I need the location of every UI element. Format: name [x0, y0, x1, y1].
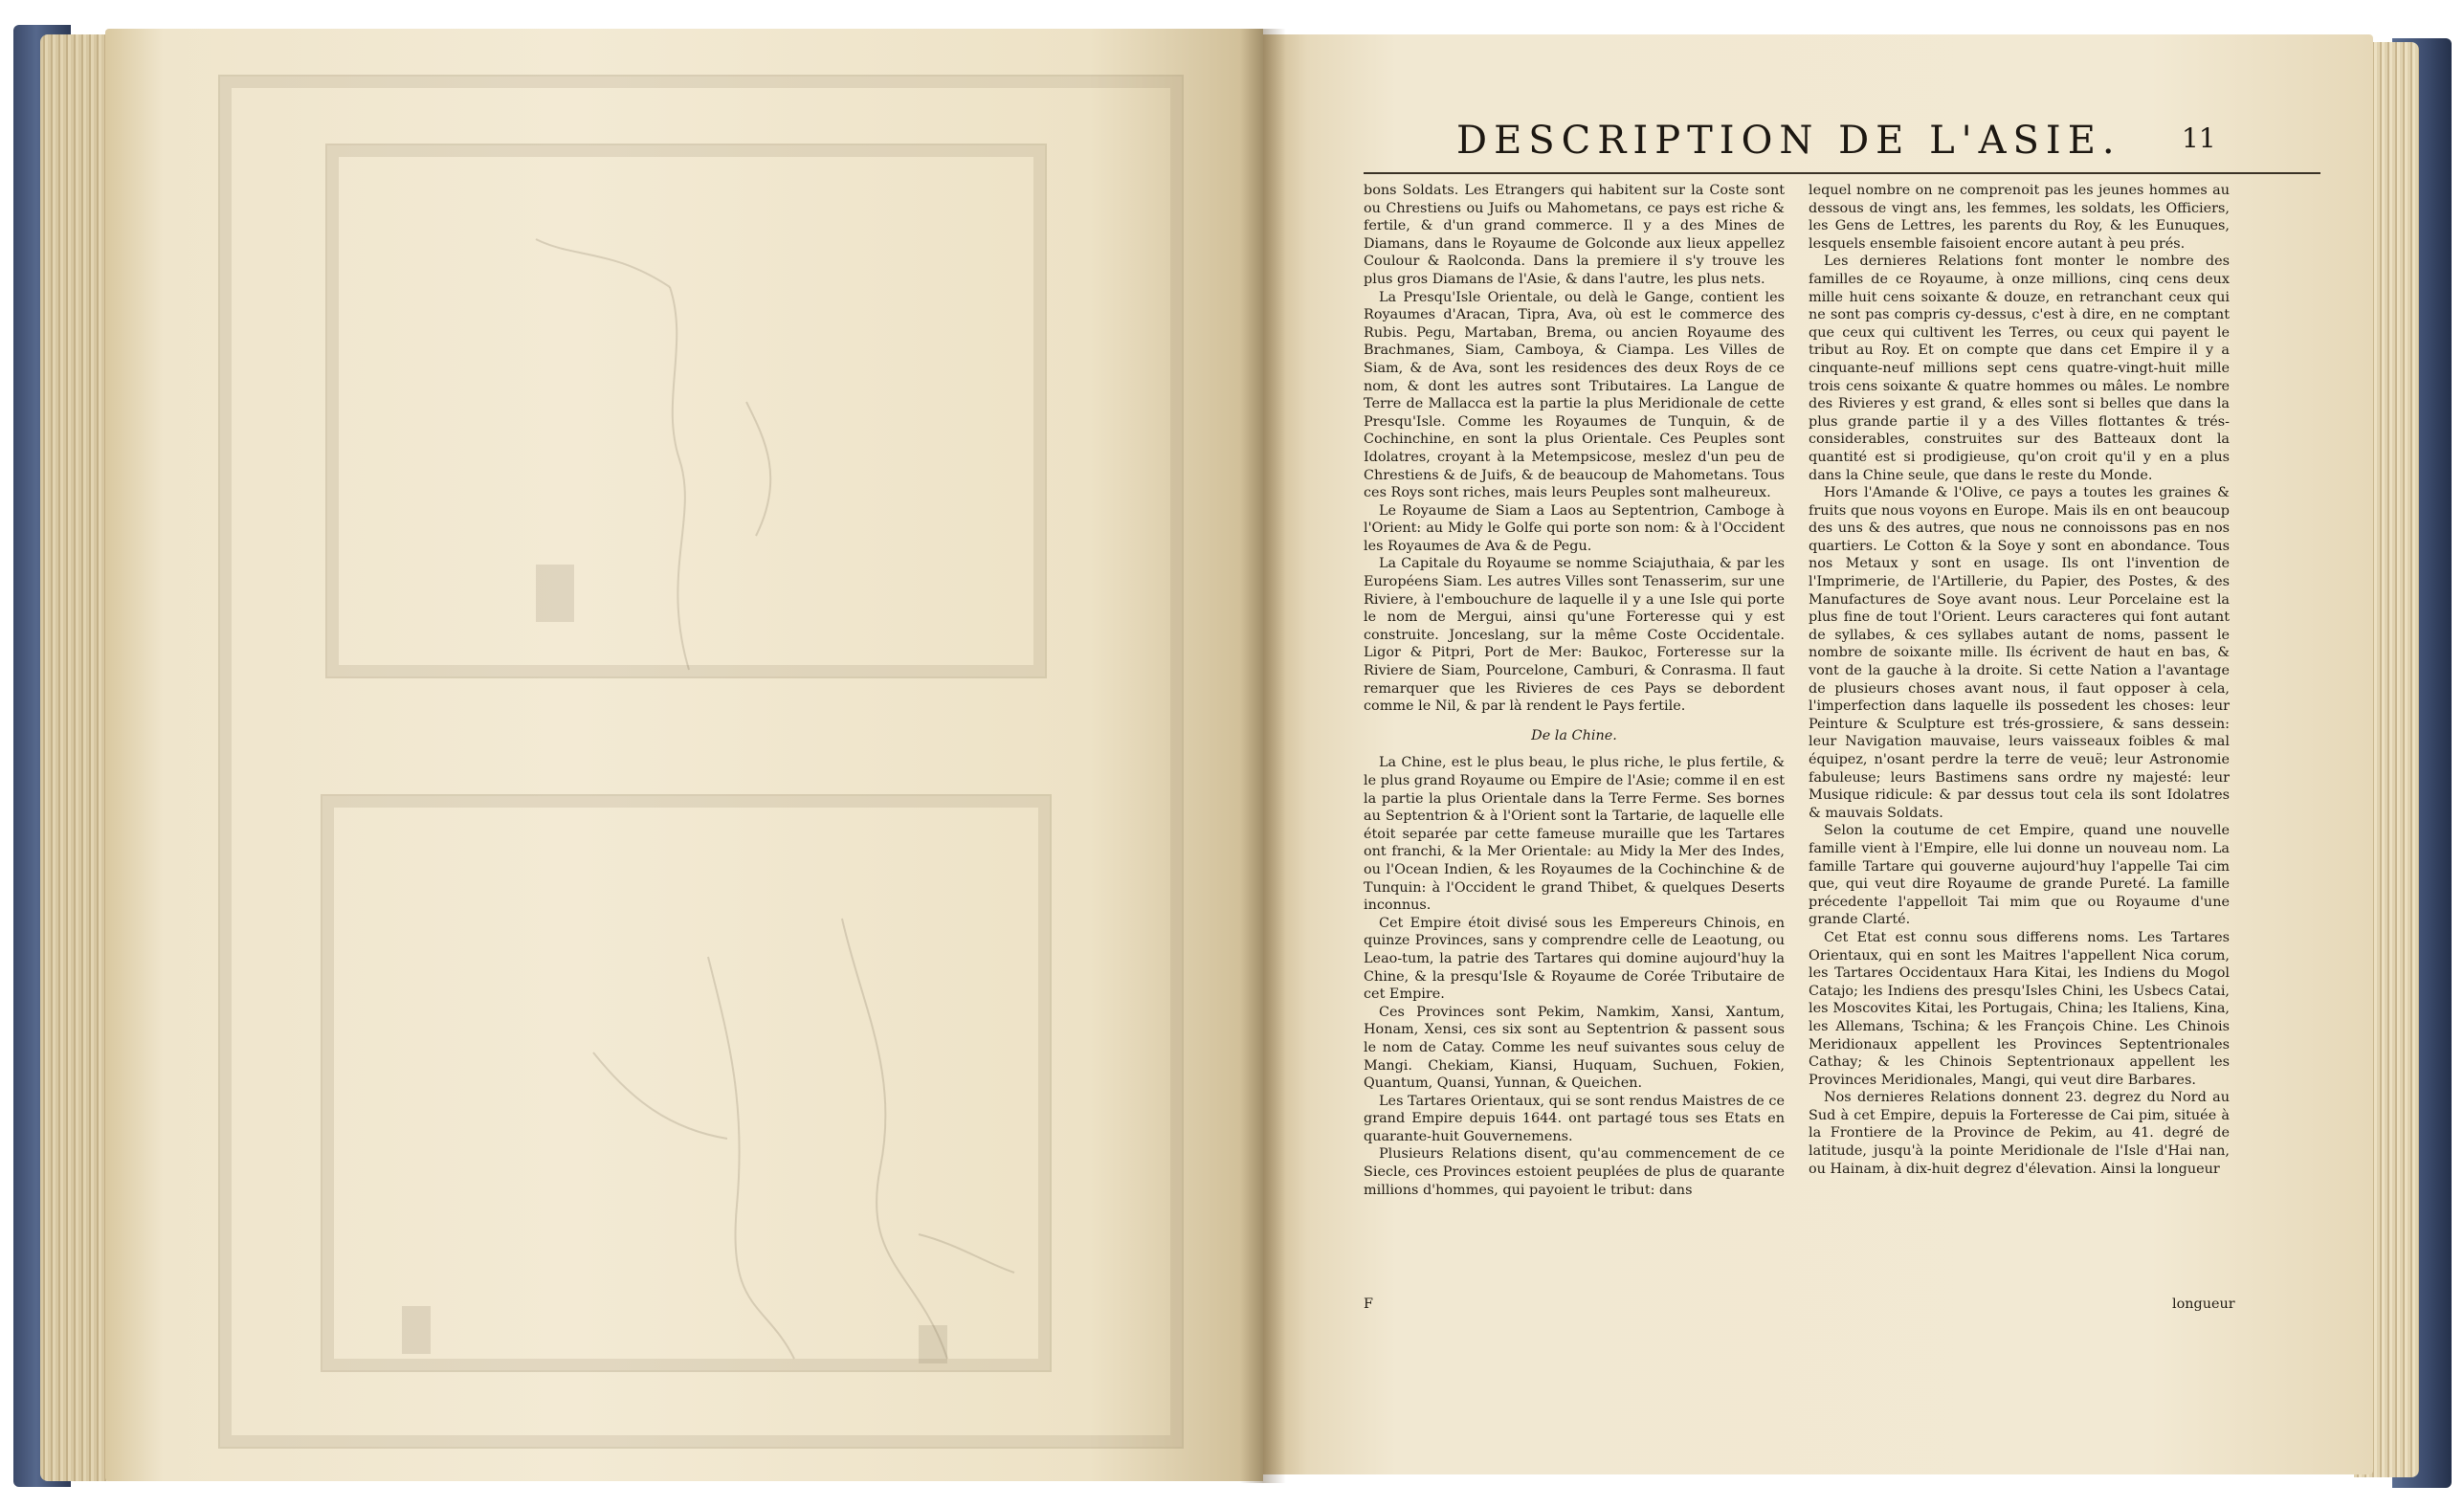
text-column-right — [1809, 182, 2230, 1178]
paragraph: La Chine, est le plus beau, le plus riche, le plus fertile, & le plus grand Royaume ou Empire de l'Asie; comme il en est la partie la plus Orientale dans la Terre Ferme. Ses bornes au Septentrion & à l'Orient sont la Tartarie, de laquelle elle étoit separée par cette fameuse muraille que les Tartares ont franchi, & la Mer Orientale: au Midy la Mer des Indes, ou l'Ocean Indien, & les Royaumes de la Cochinchine & de Tunquin: à l'Occident le grand Thibet, & quelques Deserts inconnus. — [1364, 755, 1785, 914]
paragraph: lequel nombre on ne comprenoit pas les jeunes hommes au dessous de vingt ans, les femmes, les soldats, les Officiers, les Gens de Lettres, les parents du Roy, & les Eunuques, lesquels ensemble faisoient encore autant à peu prés. — [1809, 183, 2230, 252]
page-number: 11 — [2182, 122, 2216, 154]
signature-mark: F — [1364, 1296, 1373, 1312]
paragraph: Cet Empire étoit divisé sous les Empereurs Chinois, en quinze Provinces, sans y comprendre celle de Leaotung, ou Leao-tum, la patrie des Tartares qui domine aujourd'huy la Chine, & la presqu'Isle & Royaume de Corée Tributaire de cet Empire. — [1364, 915, 1785, 1003]
paragraph: Les dernieres Relations font monter le nombre des familles de ce Royaume, à onze millions, cinq cens deux mille huit cens soixante & douze, en retranchant ceux qui ne sont pas compris cy-dessus, c'est à dire, en ne comptant que ceux qui cultivent les Terres, ou ceux qui payent le tribut au Roy. Et on compte que dans cet Empire il y a cinquante-neuf millions sept cens quatre-vingt-huit mille trois cens soixante & quatre hommes ou mâles. Le nombre des Rivieres y est grand, & elles sont si belles que dans la plus grande partie il y a des Villes flottantes & trés-considerables, construites sur des Batteaux dont la quantité est si prodigieuse, qu'on croit qu'il y en a plus dans la Chine seule, que dans le reste du Monde. — [1809, 254, 2230, 483]
book-gutter — [1240, 29, 1286, 1483]
running-head — [1368, 119, 2325, 176]
text-column-left — [1364, 182, 1785, 1199]
paragraph: La Capitale du Royaume se nomme Sciajuthaia, & par les Européens Siam. Les autres Villes sont Tenasserim, sur une Riviere, à l'embouchure de laquelle il y a une Isle qui porte le nom de Mergui, ainsi qu'une Forteresse qui y est construite. Jonceslang, sur la même Coste Occidentale. Ligor & Pitpri, Port de Mer: Baukoc, Forteresse sur la Riviere de Siam, Pourcelone, Camburi, & Conrasma. Il faut remarquer que les Rivieres de ces Pays se debordent comme le Nil, & par là rendent le Pays fertile. — [1364, 556, 1785, 715]
paragraph: Selon la coutume de cet Empire, quand une nouvelle famille vient à l'Empire, elle lui donne un nouveau nom. La famille Tartare qui gouverne aujourd'huy l'appelle Tai cim que, qui veut dire Royaume de grande Pureté. La famille précedente l'appelloit Tai mim que ou Royaume d'une grande Clarté. — [1809, 823, 2230, 928]
paragraph: Les Tartares Orientaux, qui se sont rendus Maistres de ce grand Empire depuis 1644. ont partagé tous ses Etats en quarante-huit Gouvernemens. — [1364, 1093, 1785, 1144]
paragraph: Ces Provinces sont Pekim, Namkim, Xansi, Xantum, Honam, Xensi, ces six sont au Septentrion & passent sous le nom de Catay. Comme les neuf suivantes sous celuy de Mangi. Chekiam, Kiansi, Huquam, Suchuen, Fokien, Quantum, Quansi, Yunnan, & Queichen. — [1364, 1004, 1785, 1092]
header-rule — [1364, 172, 2320, 174]
page-title: DESCRIPTION DE L'ASIE. — [1456, 119, 2121, 163]
paragraph: Nos dernieres Relations donnent 23. degrez du Nord au Sud à cet Empire, depuis la Forteresse de Cai pim, située à la Frontiere de la Province de Pekim, au 41. degré de latitude, jusqu'à la pointe Meridionale de l'Isle d'Hai nan, ou Hainam, à dix-huit degrez d'élevation. Ainsi la longueur — [1809, 1090, 2230, 1177]
paragraph: La Presqu'Isle Orientale, ou delà le Gange, contient les Royaumes d'Aracan, Tipra, Ava, où est le commerce des Rubis. Pegu, Martaban, Brema, ou ancien Royaume des Brachmanes, Siam, Camboya, & Ciampa. Les Villes de Siam, & de Ava, sont les residences des deux Roys de ce nom, & dont les autres sont Tributaires. La Langue de Terre de Mallacca est la partie la plus Meridionale de cette Presqu'Isle. Comme les Royaumes de Tunquin, & de Cochinchine, en sont la plus Orientale. Ces Peuples sont Idolatres, croyant à la Metempsicose, meslez d'un peu de Chrestiens & de Juifs, & de beaucoup de Mahometans. Tous ces Roys sont riches, mais leurs Peuples sont malheureux. — [1364, 289, 1785, 501]
paragraph: bons Soldats. Les Etrangers qui habitent sur la Coste sont ou Chrestiens ou Juifs ou Mahometans, ce pays est riche & fertile, & d'un grand commerce. Il y a des Mines de Diamans, dans le Royaume de Golconde aux lieux appellez Coulour & Raolconda. Dans la premiere il s'y trouve les plus gros Diamans de l'Asie, & dans l'autre, les plus nets. — [1364, 183, 1785, 287]
section-heading: De la Chine. — [1531, 727, 1617, 743]
paragraph: Plusieurs Relations disent, qu'au commencement de ce Siecle, ces Provinces estoient peuplées de plus de quarante millions d'hommes, qui payoient le tribut: dans — [1364, 1146, 1785, 1198]
catchword: longueur — [2172, 1296, 2235, 1312]
paragraph: Le Royaume de Siam a Laos au Septentrion, Camboge à l'Orient: au Midy le Golfe qui porte son nom: & à l'Occident les Royaumes de Ava & de Pegu. — [1364, 502, 1785, 554]
paragraph: Hors l'Amande & l'Olive, ce pays a toutes les graines & fruits que nous voyons en Europe. Mais ils en ont beaucoup des uns & des autres, que nous ne connoissons pas en nos quartiers. Le Cotton & la Soye y sont en abondance. Tous nos Metaux y sont en usage. Ils ont l'invention de l'Imprimerie, de l'Artillerie, du Papier, des Postes, & des Manufactures de Soye avant nous. Leur Porcelaine est la plus fine de tout l'Orient. Leurs caracteres qui font autant de syllabes, & ces syllabes autant de noms, passent le nombre de soixante mille. Ils écrivent de haut en bas, & vont de la gauche à la droite. Si cette Nation a l'avantage de plusieurs choses avant nous, il faut opposer à cela, l'imperfection dans laquelle ils possedent les choses: leur Peinture & Sculpture est trés-grossiere, & sans dessein: leur Navigation mauvaise, leurs vaisseaux foibles & mal équipez, n'osant perdre la terre de veuë; leur Astronomie fabuleuse; leurs Bastimens sans ordre ny majesté: leur Musique ridicule: & par dessus tout cela ils sont Idolatres & mauvais Soldats. — [1809, 485, 2230, 821]
paragraph: Cet Etat est connu sous differens noms. Les Tartares Orientaux, qui en sont les Maitres l'appellent Nica corum, les Tartares Occidentaux Hara Kitai, les Indiens du Mogol Catajo; les Indiens des presqu'Isles Chini, les Usbecs Catai, les Moscovites Kitai, les Portugais, China; les Italiens, Kina, les Allemans, Tschina; & les François Chine. Les Chinois Meridionaux appellent les Provinces Septentrionales Cathay; & les Chinois Septentrionaux appellent les Provinces Meridionales, Mangi, qui veut dire Barbares. — [1809, 929, 2230, 1088]
